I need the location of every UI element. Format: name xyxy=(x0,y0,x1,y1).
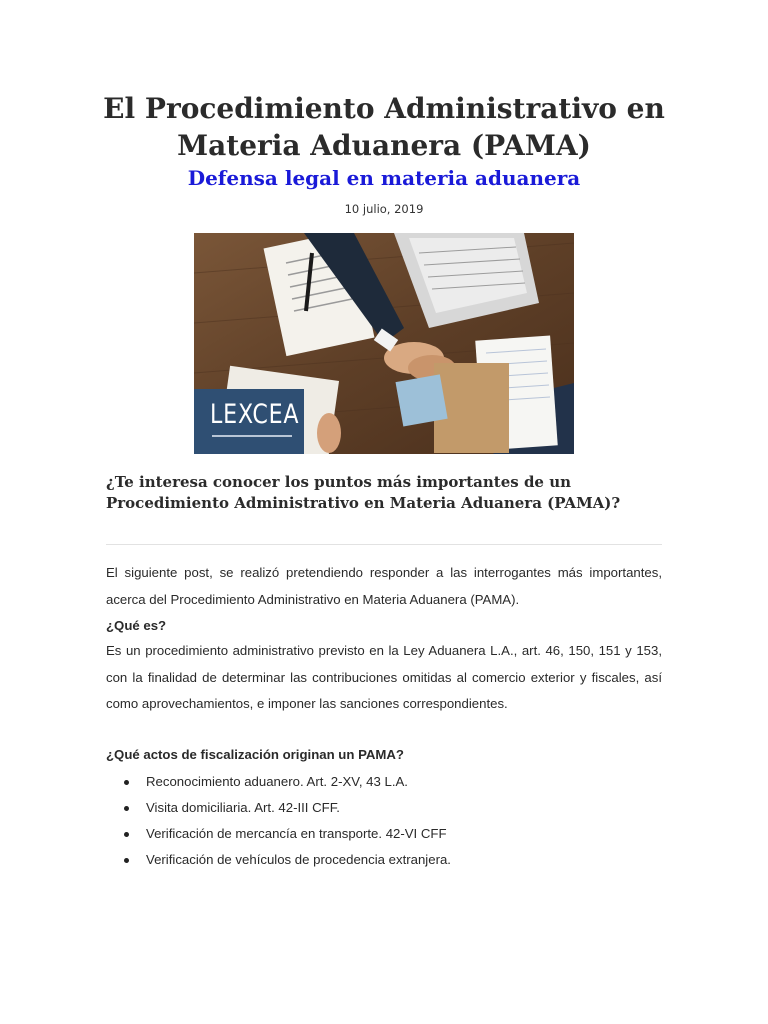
list-item xyxy=(106,795,662,821)
question-acts: ¿Qué actos de fiscalización originan un PAMA? xyxy=(106,747,404,762)
list-item-text: Visita domiciliaria. Art. 42-III CFF. xyxy=(146,800,340,815)
bullet-icon xyxy=(124,806,129,811)
section-divider xyxy=(106,544,662,545)
list-item-text: Verificación de vehículos de procedencia extranjera. xyxy=(146,852,451,867)
list-item xyxy=(106,769,662,795)
acts-list xyxy=(106,769,662,873)
article-subtitle: Defensa legal en materia aduanera xyxy=(187,166,581,190)
bullet-icon xyxy=(124,832,129,837)
article-title: El Procedimiento Administrativo en Materia Aduanera (PAMA) xyxy=(103,92,665,162)
hero-image xyxy=(194,233,574,454)
article-date: 10 julio, 2019 xyxy=(344,202,424,216)
list-item-text: Verificación de mercancía en transporte. 42-VI CFF xyxy=(146,826,447,841)
bullet-icon xyxy=(124,780,129,785)
logo-text: LEXCEA xyxy=(210,399,300,430)
bullet-icon xyxy=(124,858,129,863)
section-heading: ¿Te interesa conocer los puntos más importantes de un Procedimiento Administrativo en Materia Aduanera (PAMA)? xyxy=(106,473,621,512)
question-what-is: ¿Qué es? xyxy=(106,618,167,633)
lexcea-logo xyxy=(194,389,304,454)
answer-what-is: Es un procedimiento administrativo previsto en la Ley Aduanera L.A., art. 46, 150, 151 y 153, con la finalidad de determinar las contribuciones omitidas al comercio exterior y fiscales, así como aprovechamientos, e imponer las sanciones correspondientes. xyxy=(106,643,662,711)
list-item-text: Reconocimiento aduanero. Art. 2-XV, 43 L.A. xyxy=(146,774,408,789)
list-item xyxy=(106,847,662,873)
list-item xyxy=(106,821,662,847)
logo-tagline-bar xyxy=(212,435,292,437)
intro-paragraph: El siguiente post, se realizó pretendiendo responder a las interrogantes más importantes, acerca del Procedimiento Administrativo en Materia Aduanera (PAMA). xyxy=(106,565,662,607)
